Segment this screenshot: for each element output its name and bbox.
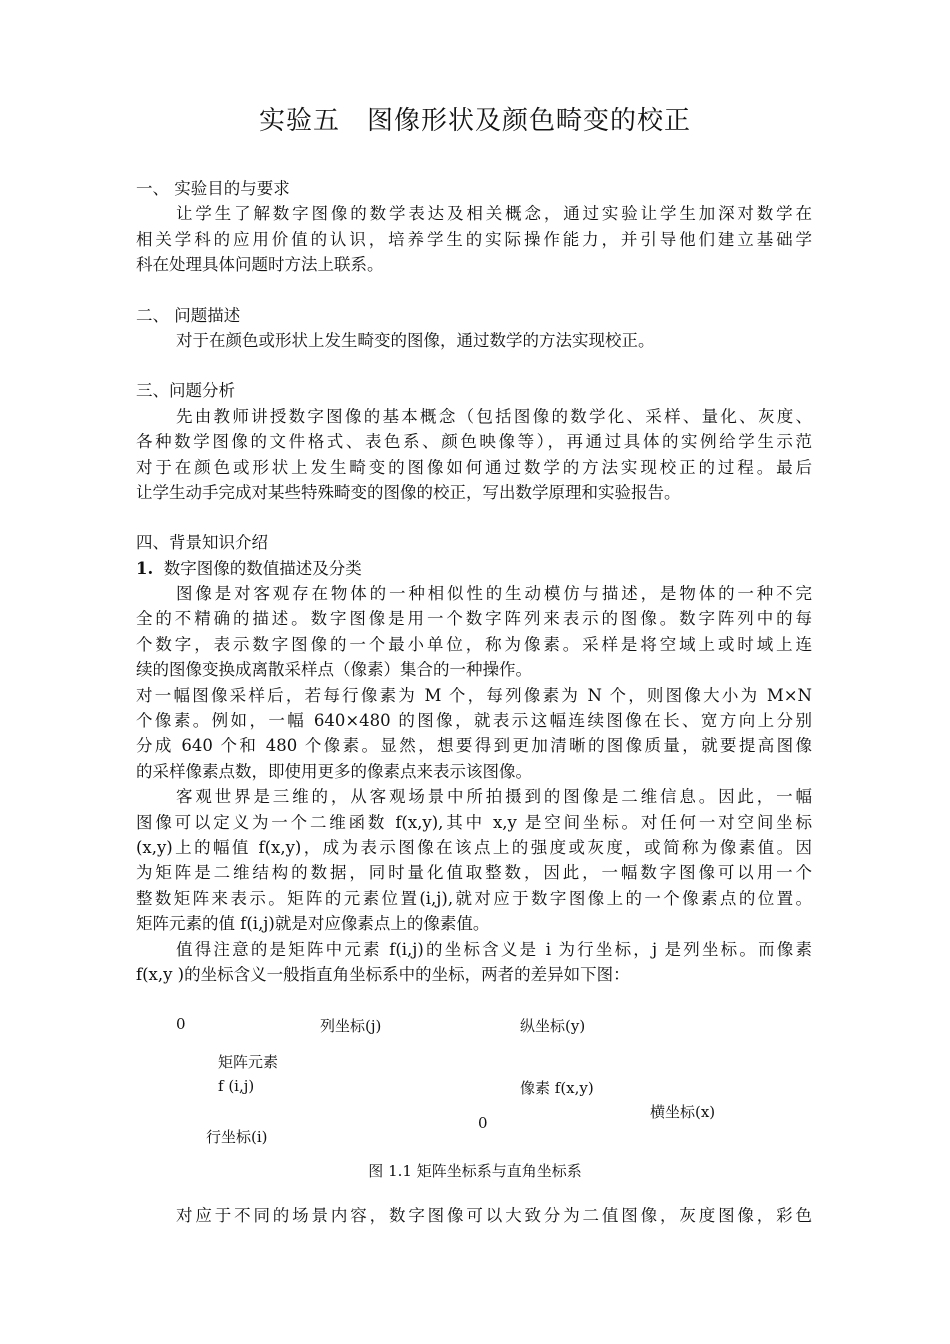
section-heading-1: 一、 实验目的与要求 xyxy=(136,179,290,198)
matrix-origin-label: 0 xyxy=(176,1015,186,1033)
paragraph-line: 分成 640 个和 480 个像素。显然，想要得到更加清晰的图像质量，就要提高图像 xyxy=(136,736,812,756)
paragraph-line: 的采样像素点数，即使用更多的像素点来表示该图像。 xyxy=(136,761,532,781)
paragraph-line: 个像素。例如，一幅 640×480 的图像，就表示这幅连续图像在长、宽方向上分别 xyxy=(136,711,812,731)
paragraph-line: 各种数学图像的文件格式、表色系、颜色映像等），再通过具体的实例给学生示范 xyxy=(136,432,812,452)
paragraph-line xyxy=(136,1203,812,1228)
section-heading-4: 四、背景知识介绍 xyxy=(136,533,268,553)
paragraph-line: 为矩阵是二维结构的数据，同时量化值取整数，因此，一幅数字图像可以用一个 xyxy=(136,863,812,883)
paragraph-line: 科在处理具体问题时方法上联系。 xyxy=(136,255,384,275)
paragraph-line: 续的图像变换成离散采样点（像素）集合的一种操作。 xyxy=(136,660,532,680)
x-axis-label: 横坐标(x) xyxy=(650,1103,716,1121)
paragraph-line: 图像是对客观存在物体的一种相似性的生动模仿与描述，是物体的一种不完 xyxy=(176,584,812,604)
paragraph-line: 让学生动手完成对某些特殊畸变的图像的校正，写出数学原理和实验报告。 xyxy=(136,482,681,502)
matrix-element-label: 矩阵元素 xyxy=(218,1053,279,1071)
body-content xyxy=(136,176,812,987)
paragraph-line: 图像可以定义为一个二维函数 f(x,y),其中 x,y 是空间坐标。对任何一对空间坐标 xyxy=(136,812,812,832)
page-title: 实验五 图像形状及颜色畸变的校正 xyxy=(258,106,691,136)
paragraph-line: 对于在颜色或形状上发生畸变的图像，通过数学的方法实现校正。 xyxy=(176,330,655,350)
paragraph-line: 值得注意的是矩阵中元素 f(i,j)的坐标含义是 i 为行坐标，j 是列坐标。而像素 xyxy=(176,939,812,959)
y-axis-label: 纵坐标(y) xyxy=(520,1017,586,1035)
paragraph-line: 对于在颜色或形状上发生畸变的图像如何通过数学的方法实现校正的过程。最后 xyxy=(136,457,812,477)
paragraph-line: f(x,y )的坐标含义一般指直角坐标系中的坐标，两者的差异如下图： xyxy=(136,964,630,984)
section-heading-2: 二、 问题描述 xyxy=(136,305,241,325)
paragraph-line: 相关学科的应用价值的认识，培养学生的实际操作能力，并引导他们建立基础学 xyxy=(136,229,812,249)
paragraph-line: 对一幅图像采样后，若每行像素为 M 个，每列像素为 N 个，则图像大小为 M×N xyxy=(136,685,812,705)
section-heading-3: 三、问题分析 xyxy=(136,381,235,401)
subsection-number: 1. xyxy=(136,558,154,578)
paragraph-line: 先由教师讲授数字图像的基本概念（包括图像的数学化、采样、量化、灰度、 xyxy=(176,406,812,426)
pixel-label: 像素 f(x,y) xyxy=(520,1079,594,1097)
paragraph-line: 整数矩阵来表示。矩阵的元素位置(i,j),就对应于数字图像上的一个像素点的位置。 xyxy=(136,888,812,908)
coordinate-figure xyxy=(136,1008,812,1178)
paragraph-line: 矩阵元素的值 f(i,j)就是对应像素点上的像素值。 xyxy=(136,914,490,934)
figure-caption: 图 1.1 矩阵坐标系与直角坐标系 xyxy=(368,1162,582,1180)
subsection-title: 数字图像的数值描述及分类 xyxy=(163,558,362,578)
paragraph-line-last: 对应于不同的场景内容，数字图像可以大致分为二值图像，灰度图像，彩色 xyxy=(176,1206,812,1225)
row-axis-label: 行坐标(i) xyxy=(206,1128,268,1146)
paragraph-line: 全的不精确的描述。数字图像是用一个数字阵列来表示的图像。数字阵列中的每 xyxy=(136,609,812,629)
column-axis-label: 列坐标(j) xyxy=(320,1017,382,1035)
subsection-heading xyxy=(136,556,812,581)
paragraph-line: (x,y)上的幅值 f(x,y)，成为表示图像在该点上的强度或灰度，或简称为像素值。因 xyxy=(136,837,812,857)
paragraph-line: 客观世界是三维的，从客观场景中所拍摄到的图像是二维信息。因此，一幅 xyxy=(176,787,812,807)
cartesian-origin-label: 0 xyxy=(478,1114,488,1132)
paragraph-line: 个数字，表示数字图像的一个最小单位，称为像素。采样是将空域上或时域上连 xyxy=(136,634,812,654)
matrix-element-function: f (i,j) xyxy=(218,1077,255,1095)
paragraph-line: 让学生了解数字图像的数学表达及相关概念，通过实验让学生加深对数学在 xyxy=(176,204,812,224)
